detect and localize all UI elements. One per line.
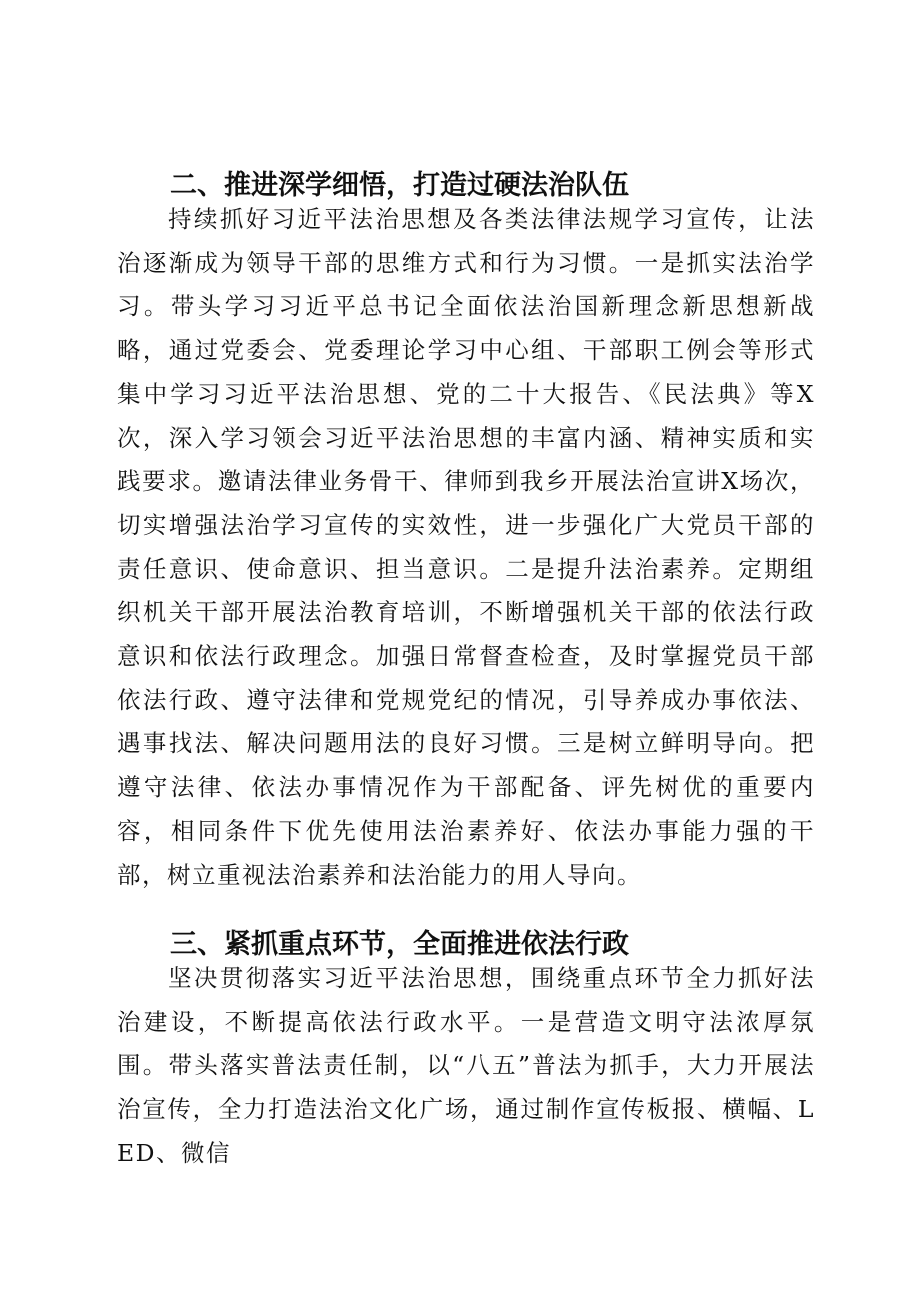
section-3-paragraph: 坚决贯彻落实习近平法治思想，围绕重点环节全力抓好法治建设，不断提高依法行政水平。一是营造文明守法浓厚氛围。带头落实普法责任制，以“八五”普法为抓手，大力开展法治宣传，全力打造法治文化广场，通过制作宣传板报、横幅、LED、微信 [117, 964, 815, 1167]
section-2-heading: 二、推进深学细悟，打造过硬法治队伍 [170, 170, 629, 201]
section-2-paragraph: 持续抓好习近平法治思想及各类法律法规学习宣传，让法治逐渐成为领导干部的思维方式和行为习惯。一是抓实法治学习。带头学习习近平总书记全面依法治国新理念新思想新战略，通过党委会、党委理论学习中心组、干部职工例会等形式集中学习习近平法治思想、党的二十大报告、《民法典》等X次，深入学习领会习近平法治思想的丰富内涵、精神实质和实践要求。邀请法律业务骨干、律师到我乡开展法治宣讲X场次，切实增强法治学习宣传的实效性，进一步强化广大党员干部的责任意识、使命意识、担当意识。二是提升法治素养。定期组织机关干部开展法治教育培训，不断增强机关干部的依法行政意识和依法行政理念。加强日常督查检查，及时掌握党员干部依法行政、遵守法律和党规党纪的情况，引导养成办事依法、遇事找法、解决问题用法的良好习惯。三是树立鲜明导向。把遵守法律、依法办事情况作为干部配备、评先树优的重要内容，相同条件下优先使用法治素养好、依法办事能力强的干部，树立重视法治素养和法治能力的用人导向。 [117, 205, 815, 889]
section-3-heading: 三、紧抓重点环节，全面推进依法行政 [170, 929, 629, 960]
